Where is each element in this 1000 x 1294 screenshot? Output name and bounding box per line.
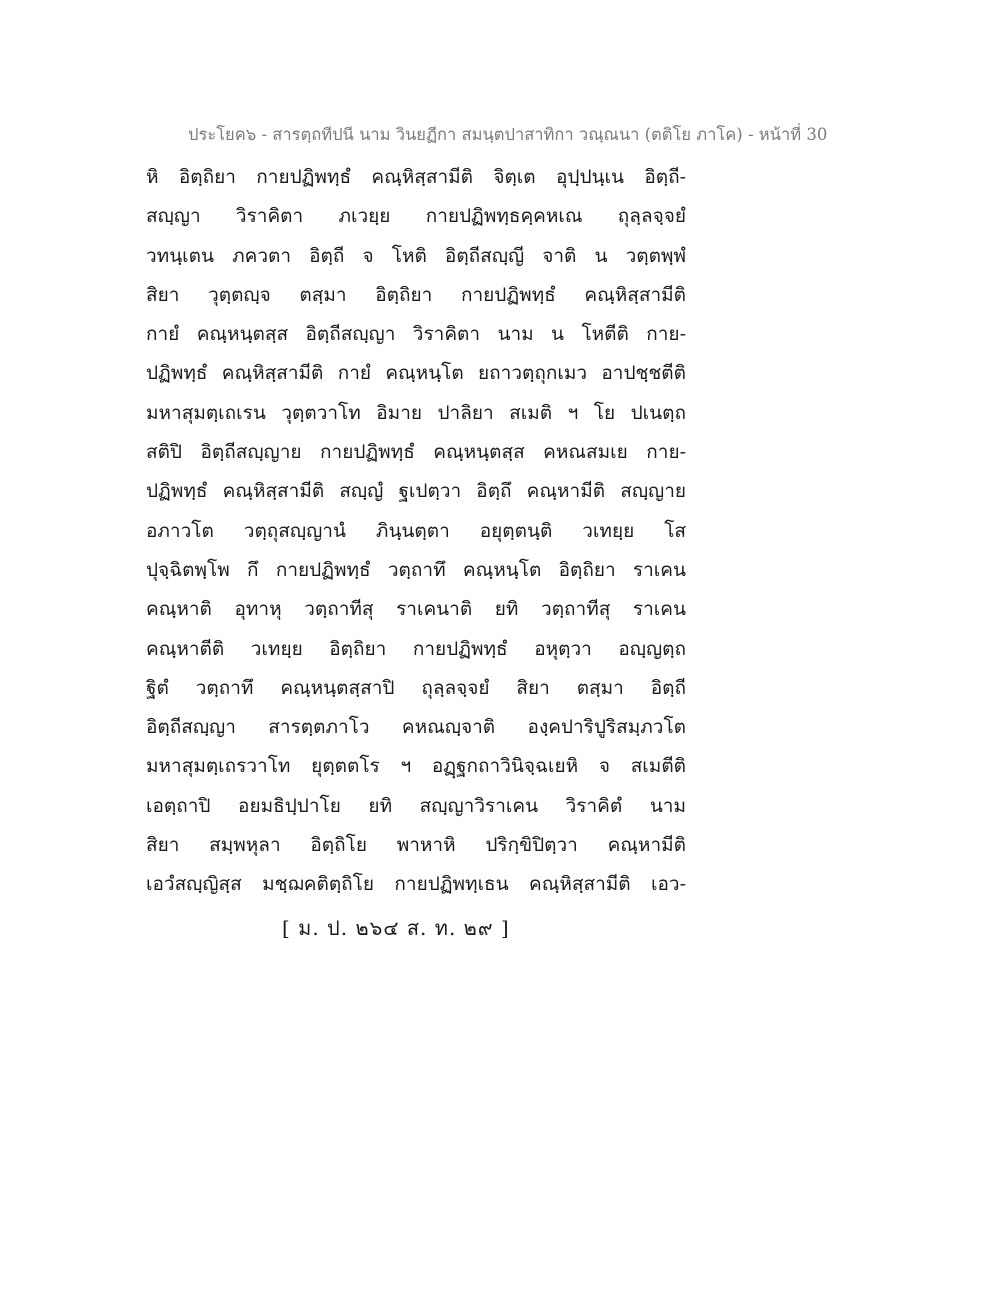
text-line: อภาวโต วตฺถุสญฺญานํ ภินฺนตฺตา อยุตฺตนฺติ วเทยฺย โส (146, 519, 686, 542)
text-line: คณฺหาติ อุทาหุ วตฺถาทีสุ ราเคนาติ ยทิ วตฺถาทีสุ ราเคน (146, 598, 686, 621)
text-line: เอวํสญฺญิสฺส มชฺฌคติตฺถิโย กายปฏิพทฺเธน คณฺหิสฺสามีติ เอว- (146, 873, 686, 896)
text-line: เอตฺถาปิ อยมธิปฺปาโย ยทิ สญฺญาวิราเคน วิราคิตํ นาม (146, 794, 686, 817)
text-line: มหาสุมตฺเถเรน วุตฺตวาโท อิมาย ปาลิยา สเมติ ฯ โย ปเนตฺถ (146, 401, 686, 424)
body-text (146, 158, 686, 905)
text-line: สญฺญา วิราคิตา ภเวยฺย กายปฏิพทฺธคฺคหเณ ถุลฺลจฺจยํ (146, 205, 686, 228)
text-line: ฐิตํ วตฺถาทึ คณฺหนฺตสฺสาปิ ถุลฺลจฺจยํ สิยา ตสฺมา อิตฺถี (146, 676, 686, 699)
text-line: อิตฺถีสญฺญา สารตฺตภาโว คหณญฺจาติ องฺคปาริปูริสมฺภวโต (146, 716, 686, 739)
citation-reference: [ ม. ป. ๒๖๔ ส. ท. ๒๙ ] (282, 916, 510, 940)
text-line: ปฏิพทฺธํ คณฺหิสฺสามีติ สญฺญํ ฐเปตฺวา อิตฺถึ คณฺหามีติ สญฺญาย (146, 480, 686, 503)
text-line: หิ อิตฺถิยา กายปฏิพทฺธํ คณฺหิสฺสามีติ จิตฺเต อุปฺปนฺเน อิตฺถี- (146, 166, 686, 188)
text-line: ปฏิพทฺธํ คณฺหิสฺสามีติ กายํ คณฺหนฺโต ยถาวตฺถุกเมว อาปชฺชตีติ (146, 362, 686, 385)
text-line: สติปิ อิตฺถีสญฺญาย กายปฏิพทฺธํ คณฺหนฺตสฺส คหณสมเย กาย- (146, 441, 686, 464)
text-line: วทนฺเตน ภควตา อิตฺถี จ โหติ อิตฺถีสญฺญี จาติ น วตฺตพฺพํ (146, 244, 686, 267)
text-line: กายํ คณฺหนฺตสฺส อิตฺถีสญฺญา วิราคิตา นาม น โหตีติ กาย- (146, 323, 686, 346)
text-line: คณฺหาตีติ วเทยฺย อิตฺถิยา กายปฏิพทฺธํ อหุตฺวา อญฺญตฺถ (146, 637, 686, 660)
text-line: สิยา สมฺพหุลา อิตฺถิโย พาหาหิ ปริกฺขิปิตฺวา คณฺหามีติ (146, 834, 686, 857)
text-line: มหาสุมตฺเถรวาโท ยุตฺตตโร ฯ อฏฺฐกถาวินิจฺฉเยหิ จ สเมตีติ (146, 755, 686, 778)
running-header: ประโยค๖ - สารตฺถทีปนี นาม วินยฏีกา สมนฺตปาสาทิกา วณฺณนา (ตติโย ภาโค) - หน้าที่ 30 (188, 125, 828, 144)
text-line: ปุจฺฉิตพฺโพ กึ กายปฏิพทฺธํ วตฺถาทึ คณฺหนฺโต อิตฺถิยา ราเคน (146, 558, 686, 581)
text-line: สิยา วุตฺตญฺจ ตสฺมา อิตฺถิยา กายปฏิพทฺธํ คณฺหิสฺสามีติ (146, 283, 686, 306)
